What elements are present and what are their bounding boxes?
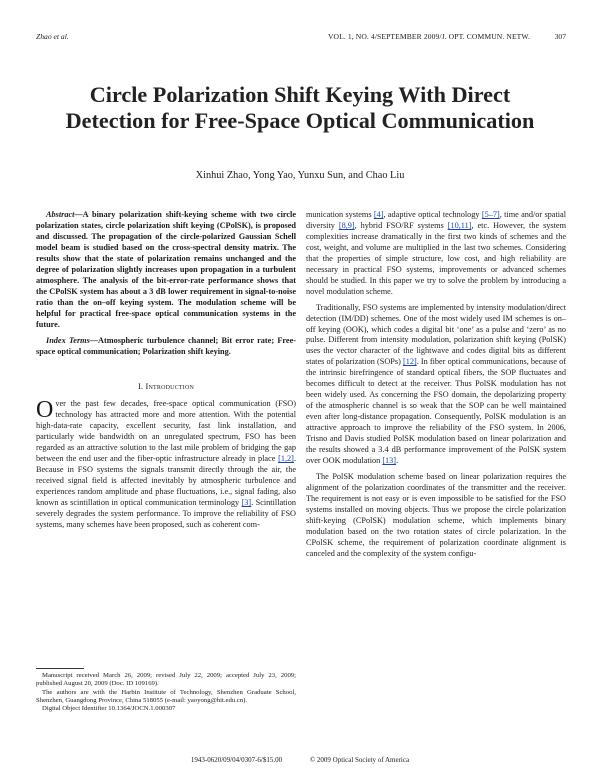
footnote	[36, 668, 296, 713]
journal-citation: VOL. 1, NO. 4/SEPTEMBER 2009/J. OPT. COMMUN. NETW.	[327, 32, 530, 41]
text-run: munication systems	[306, 210, 374, 219]
intro-text-a: ver the past few decades, free-space optical communication (FSO) technology has attracted more and more attention. With the potential high-data-rate capacity, excellent security, fast link installation, and particularly wide bandwidth on an unregulated spectrum, FSO has been regarded as an attractive solution to the last mile problem of bridging the gap between the end user and the fiber-optic infrastructure already in place	[36, 399, 296, 464]
intro-paragraph	[36, 399, 296, 530]
intro-text-c: . Scintillation severely degrades the system performance. To improve the reliability of FSO systems, many schemes have been proposed, such as coherent com-	[36, 497, 296, 529]
paragraph-traditionally	[306, 303, 566, 467]
paragraph-continued	[306, 210, 566, 298]
citation-link[interactable]: [5–7]	[481, 210, 500, 219]
abstract	[36, 210, 296, 330]
paragraph-polsk-scheme: The PolSK modulation scheme based on linear polarization requires the alignment of the polarization coordinates of the transmitter and the receiver. The requirement is not easy or is even impossible to be satisfied for the FSO systems installed on moving objects. Thus we propose the circle polarization shift-keying (CPolSK) modulation scheme, which implements binary modulation based on the two rotation states of circle polarization. In the CPolSK scheme, the requirement of polarization coordinate alignment is canceled and the complexity of the system configu-	[306, 471, 566, 558]
running-author: Zhao et al.	[36, 32, 69, 41]
text-run: . In fiber optical communications, because of the intrinsic birefringence of standard optical fibers, the SOP fluctuates and becomes difficult to detect at the receiver. Thus PolSK modulation has not been widely used. As concerning the FSO domain, the depolarizing property of the atmospheric channel is so weak that the SOP can be well maintained even after long-distance propagation. Consequently, PolSK modulation is an attractive approach to improve the reliability of the FSO system. In 2006, Trisno and Davis studied PolSK modulation based on linear polarization and the results showed a 3.4 dB performance improvement of the PolSK system over OOK modulation	[306, 357, 566, 465]
abstract-text: —A binary polarization shift-keying scheme with two circle polarization states, circle polarization shift keying (CPolSK), is proposed and discussed. The propagation of the circle-polarized Gaussian Schell model beam is studied based on the cross-spectral density matrix. The results show that the state of polarization remains unchanged and the degree of polarization slightly increases upon propagation in a turbulent atmosphere. The analysis of the bit-error-rate performance shows that the CPolSK system has about a 3 dB lower requirement in signal-to-noise ratio than the on–off keying system. The modulation scheme will be helpful for practical free-space optical communication systems in the future.	[36, 210, 296, 329]
citation-link[interactable]: [1,2]	[278, 454, 294, 464]
index-terms-label: Index Terms	[46, 336, 90, 346]
drop-cap: O	[36, 397, 54, 424]
citation-link[interactable]: [10,11]	[447, 220, 472, 230]
citation-link[interactable]: [3]	[241, 497, 252, 507]
running-header	[36, 32, 566, 46]
citation-link[interactable]: [12]	[402, 357, 417, 367]
index-terms-text: —Atmospheric turbulence channel; Bit error rate; Free-space optical communication; Polarization shift keying.	[36, 336, 296, 357]
abstract-label: Abstract	[46, 210, 75, 219]
text-run: .	[396, 455, 399, 465]
citation-link[interactable]: [4]	[373, 210, 384, 219]
footnote-manuscript: Manuscript received March 26, 2009; revised July 22, 2009; accepted July 23, 2009; published August 20, 2009 (Doc. ID 109169).	[36, 672, 296, 688]
section-heading-introduction: I. Introduction	[137, 382, 195, 392]
citation-link[interactable]: [13]	[382, 455, 397, 465]
left-column	[36, 210, 296, 531]
citation-link[interactable]: [8,9]	[338, 220, 355, 230]
footnote-doi: Digital Object Identifier 10.1364/JOCN.1.000307	[42, 705, 176, 713]
paper-title: Circle Polarization Shift Keying With Direct Detection for Free-Space Optical Communication	[65, 82, 535, 133]
footnote-affiliation: The authors are with the Harbin Institute of Technology, Shenzhen Graduate School, Shenzhen, Guangdong Province, China 518055 (e-mail: yaoyong@hit.edu.cn).	[36, 688, 296, 704]
text-run: , adaptive optical technology	[383, 210, 482, 219]
index-terms	[36, 336, 296, 358]
text-run: , etc. However, the system complexities increase dramatically in the first two kinds of schemes and the cost, weight, and volume are multiplied in the last two schemes. Considering that the properties of simple structure, low cost, and high reliability are necessary in practical FSO systems, improvements or advanced schemes should be studied. In this paper we try to solve the problem by introducing a novel modulation scheme.	[306, 220, 566, 296]
text-run: , hybrid FSO/RF systems	[354, 220, 448, 230]
intro-text-b: . Because in FSO systems the signals transmit directly through the air, the received signal field is affected inevitably by atmospheric turbulence and experiences random amplitude and phase fluctuations, i.e., signal fading, also known as scintillation in optical communication terminology	[36, 454, 296, 507]
text-run: , time and/or spatial diversity	[306, 210, 566, 230]
author-list: Xinhui Zhao, Yong Yao, Yunxu Sun, and Chao Liu	[195, 170, 405, 181]
right-column	[306, 210, 566, 560]
page-footer	[0, 756, 600, 764]
text-run: Traditionally, FSO systems are implemented by intensity modulation/direct detection (IM/DD) schemes. One of the most widely used IM schemes is on–off keying (OOK), which codes a digital bit ‘one’ as a pulse and ‘zero’ as no pulse. Different from intensity modulation, polarization shift keying (PolSK) uses the vector character of the lightwave and codes digital bits as different states of polarization (SOPs)	[306, 302, 566, 367]
page-number: 307	[554, 32, 566, 41]
footer-code: 1943-0620/09/04/0307-6/$15.00	[190, 756, 283, 764]
footer-copyright: © 2009 Optical Society of America	[309, 756, 410, 764]
footnote-rule	[36, 668, 84, 669]
